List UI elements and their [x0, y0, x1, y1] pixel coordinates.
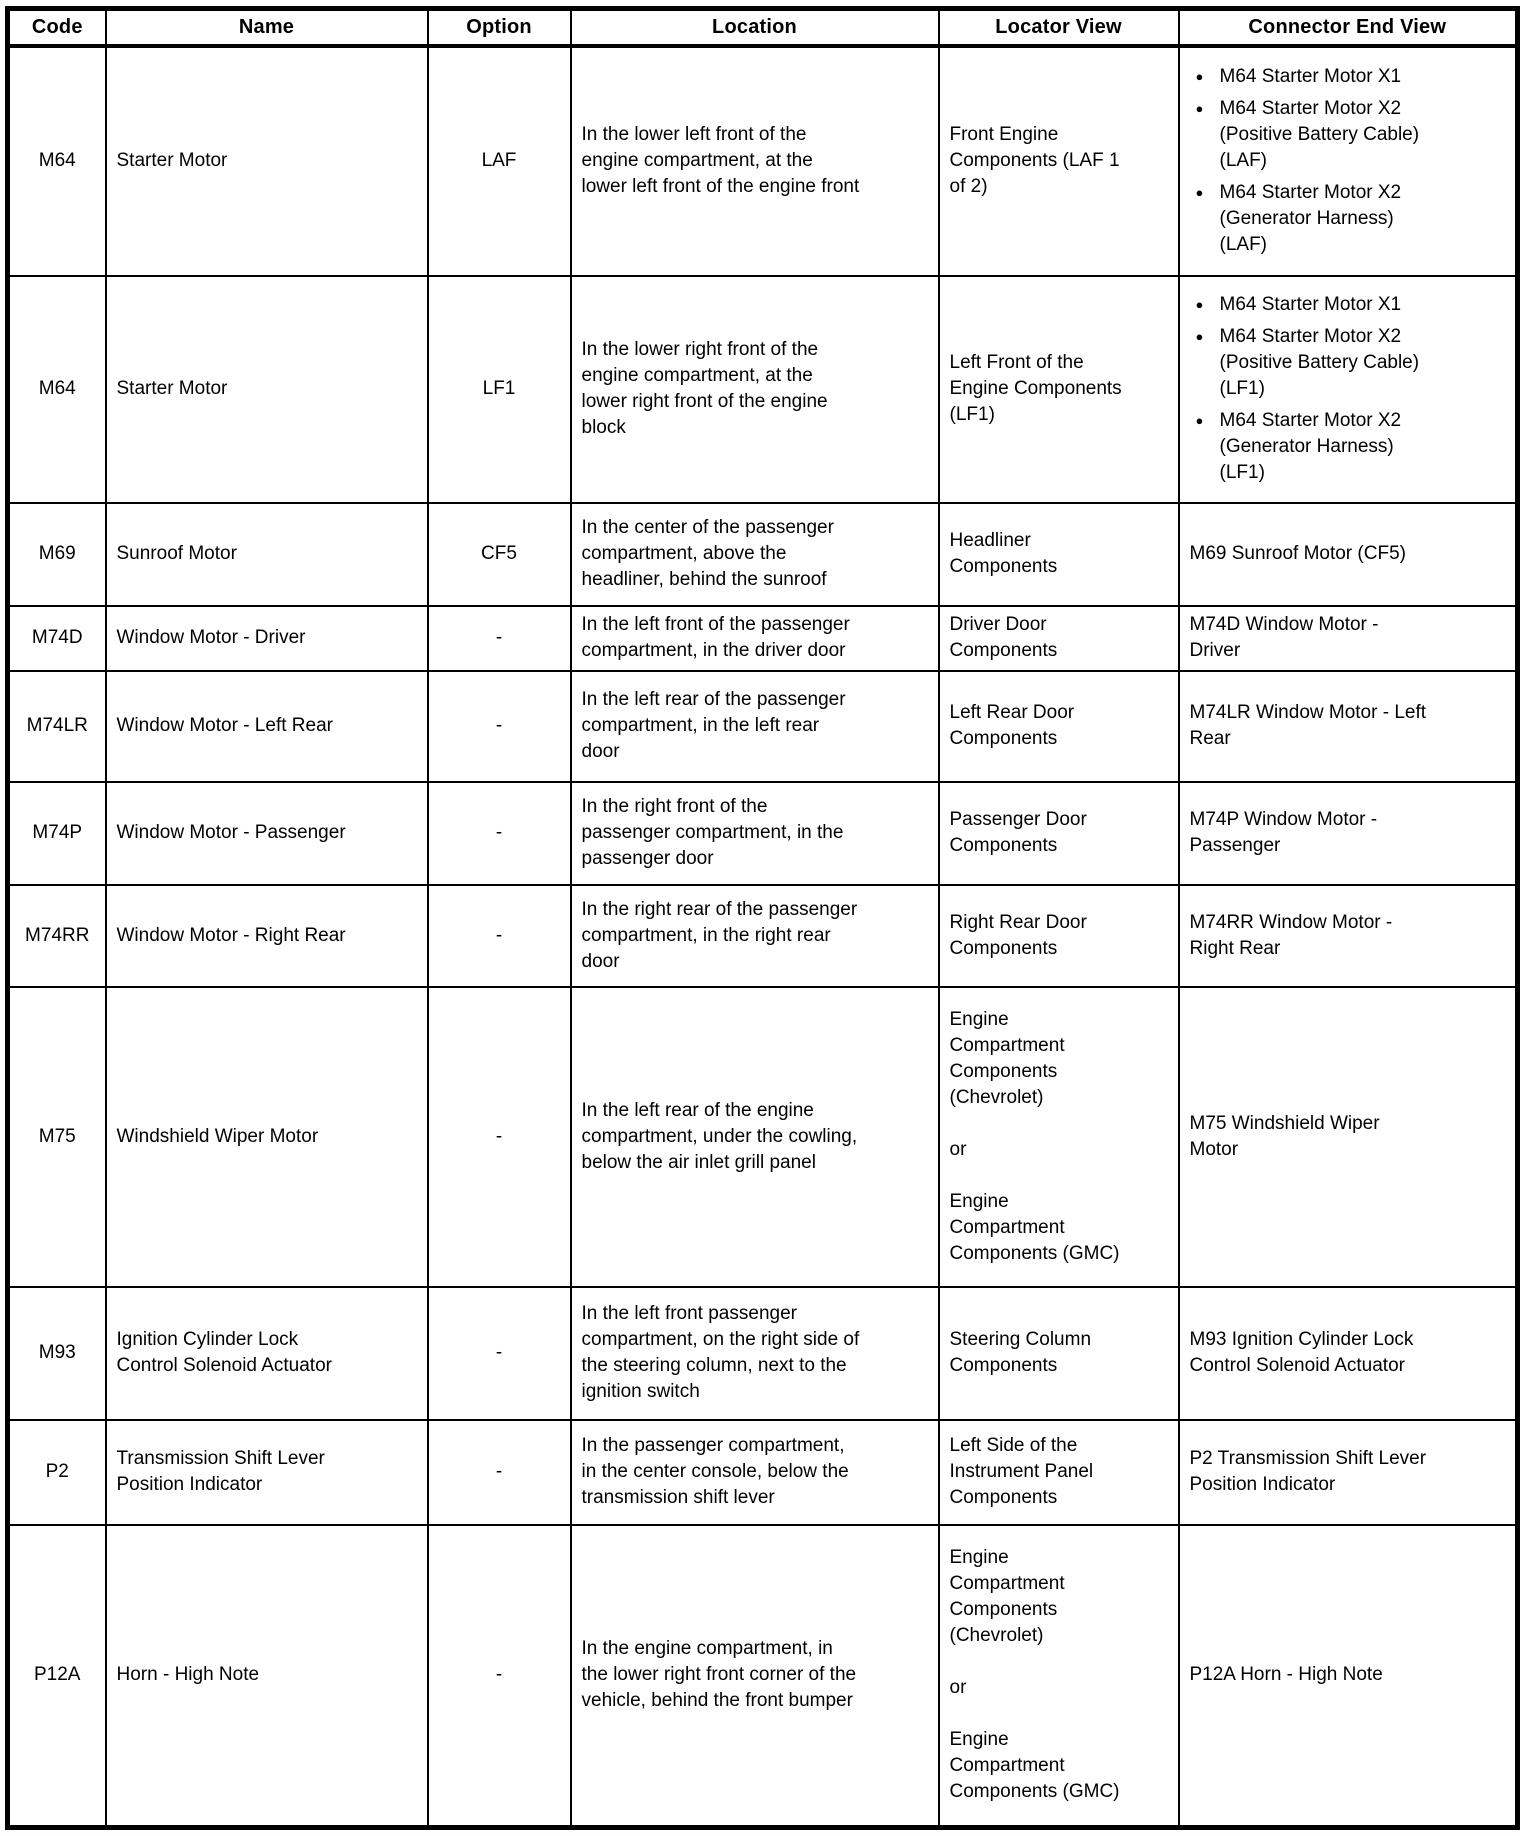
table-row: [8, 782, 1518, 885]
locator-view-paragraph: Left Front of the Engine Components (LF1): [949, 352, 1122, 425]
name-cell: Windshield Wiper Motor: [106, 987, 428, 1287]
locator-view-cell: [939, 503, 1179, 606]
table-header: [8, 9, 1518, 46]
option-cell: -: [428, 1420, 571, 1525]
locator-view-paragraph: Engine Compartment Components (GMC): [949, 1190, 1120, 1264]
locator-view-cell: [939, 1287, 1179, 1420]
table-body: [8, 46, 1518, 1828]
connector-bullet-list: [1190, 292, 1432, 486]
table-row: [8, 503, 1518, 606]
option-cell: -: [428, 782, 571, 885]
code-cell: M74LR: [8, 671, 106, 782]
locator-view-cell: [939, 1420, 1179, 1525]
locator-view-paragraph: Engine Compartment Components (Chevrolet): [949, 1547, 1065, 1647]
connector-end-view-cell: P12A Horn - High Note: [1179, 1525, 1518, 1828]
table-row: [8, 671, 1518, 782]
name-cell: Starter Motor: [106, 276, 428, 503]
connector-bullet-item: ● M64 Starter Motor X2 (Generator Harness) (LAF): [1190, 180, 1432, 258]
name-cell: Sunroof Motor: [106, 503, 428, 606]
connector-end-view-cell: [1179, 46, 1518, 276]
connector-bullet-item: ● M64 Starter Motor X2 (Positive Battery Cable) (LAF): [1190, 96, 1432, 174]
location-cell: In the center of the passenger compartment, above the headliner, behind the sunroof: [571, 503, 939, 606]
connector-end-view-cell: M93 Ignition Cylinder Lock Control Solenoid Actuator: [1179, 1287, 1518, 1420]
locator-view-paragraph: Left Side of the Instrument Panel Components: [949, 1435, 1094, 1508]
connector-end-view-cell: M74D Window Motor - Driver: [1179, 606, 1518, 671]
option-cell: LAF: [428, 46, 571, 276]
column-header-name: Name: [106, 9, 428, 46]
option-cell: -: [428, 1287, 571, 1420]
name-cell: Window Motor - Driver: [106, 606, 428, 671]
location-cell: In the passenger compartment, in the center console, below the transmission shift lever: [571, 1420, 939, 1525]
code-cell: M64: [8, 46, 106, 276]
connector-end-view-cell: M74RR Window Motor - Right Rear: [1179, 885, 1518, 987]
connector-end-view-cell: P2 Transmission Shift Lever Position Indicator: [1179, 1420, 1518, 1525]
locator-view-paragraph: Steering Column Components: [949, 1329, 1092, 1376]
table-row: [8, 606, 1518, 671]
locator-view-paragraph: Headliner Components: [949, 530, 1058, 577]
location-cell: In the left rear of the passenger compartment, in the left rear door: [571, 671, 939, 782]
locator-view-paragraph: Driver Door Components: [949, 614, 1058, 661]
connector-bullet-item: ● M64 Starter Motor X2 (Positive Battery Cable) (LF1): [1190, 324, 1432, 402]
code-cell: M74RR: [8, 885, 106, 987]
locator-view-cell: [939, 276, 1179, 503]
component-locator-table: [5, 6, 1520, 1830]
locator-view-paragraph: or: [949, 1677, 967, 1699]
locator-view-cell: [939, 46, 1179, 276]
locator-view-paragraph: Left Rear Door Components: [949, 702, 1075, 749]
location-cell: In the right rear of the passenger compartment, in the right rear door: [571, 885, 939, 987]
name-cell: Horn - High Note: [106, 1525, 428, 1828]
table-row: [8, 1287, 1518, 1420]
location-cell: In the left rear of the engine compartment, under the cowling, below the air inlet grill panel: [571, 987, 939, 1287]
table-row: [8, 46, 1518, 276]
column-header-connector-end-view: Connector End View: [1179, 9, 1518, 46]
name-cell: Starter Motor: [106, 46, 428, 276]
code-cell: M74P: [8, 782, 106, 885]
locator-view-cell: [939, 885, 1179, 987]
location-cell: In the engine compartment, in the lower right front corner of the vehicle, behind the front bumper: [571, 1525, 939, 1828]
connector-bullet-item: ● M64 Starter Motor X2 (Generator Harness) (LF1): [1190, 408, 1432, 486]
name-cell: Ignition Cylinder Lock Control Solenoid Actuator: [106, 1287, 428, 1420]
name-cell: Window Motor - Left Rear: [106, 671, 428, 782]
connector-end-view-cell: M69 Sunroof Motor (CF5): [1179, 503, 1518, 606]
name-cell: Transmission Shift Lever Position Indicator: [106, 1420, 428, 1525]
code-cell: P12A: [8, 1525, 106, 1828]
code-cell: M64: [8, 276, 106, 503]
locator-view-paragraph: Passenger Door Components: [949, 809, 1087, 856]
connector-end-view-cell: M74P Window Motor - Passenger: [1179, 782, 1518, 885]
location-cell: In the right front of the passenger compartment, in the passenger door: [571, 782, 939, 885]
connector-end-view-cell: M75 Windshield Wiper Motor: [1179, 987, 1518, 1287]
table-row: [8, 1525, 1518, 1828]
connector-bullet-item: ● M64 Starter Motor X1: [1190, 64, 1432, 90]
column-header-locator-view: Locator View: [939, 9, 1179, 46]
column-header-code: Code: [8, 9, 106, 46]
locator-view-paragraph: or: [949, 1138, 967, 1160]
option-cell: -: [428, 671, 571, 782]
table-row: [8, 1420, 1518, 1525]
locator-view-cell: [939, 606, 1179, 671]
locator-view-paragraph: Right Rear Door Components: [949, 911, 1087, 959]
location-cell: In the lower right front of the engine compartment, at the lower right front of the engine block: [571, 276, 939, 503]
code-cell: M75: [8, 987, 106, 1287]
option-cell: -: [428, 1525, 571, 1828]
code-cell: P2: [8, 1420, 106, 1525]
option-cell: CF5: [428, 503, 571, 606]
code-cell: M93: [8, 1287, 106, 1420]
locator-view-cell: [939, 987, 1179, 1287]
locator-view-cell: [939, 671, 1179, 782]
locator-view-paragraph: Engine Compartment Components (Chevrolet): [949, 1008, 1065, 1108]
location-cell: In the lower left front of the engine compartment, at the lower left front of the engine front: [571, 46, 939, 276]
connector-bullet-item: ● M64 Starter Motor X1: [1190, 292, 1432, 318]
location-cell: In the left front passenger compartment, on the right side of the steering column, next to the ignition switch: [571, 1287, 939, 1420]
header-row: [8, 9, 1518, 46]
connector-end-view-cell: [1179, 276, 1518, 503]
option-cell: LF1: [428, 276, 571, 503]
table-row: [8, 885, 1518, 987]
column-header-location: Location: [571, 9, 939, 46]
option-cell: -: [428, 987, 571, 1287]
locator-view-cell: [939, 782, 1179, 885]
table-row: [8, 987, 1518, 1287]
connector-end-view-cell: M74LR Window Motor - Left Rear: [1179, 671, 1518, 782]
column-header-option: Option: [428, 9, 571, 46]
locator-view-cell: [939, 1525, 1179, 1828]
connector-bullet-list: [1190, 64, 1432, 258]
location-cell: In the left front of the passenger compartment, in the driver door: [571, 606, 939, 671]
name-cell: Window Motor - Passenger: [106, 782, 428, 885]
table-row: [8, 276, 1518, 503]
name-cell: Window Motor - Right Rear: [106, 885, 428, 987]
locator-view-paragraph: Engine Compartment Components (GMC): [949, 1729, 1120, 1803]
code-cell: M69: [8, 503, 106, 606]
option-cell: -: [428, 606, 571, 671]
code-cell: M74D: [8, 606, 106, 671]
locator-view-paragraph: Front Engine Components (LAF 1 of 2): [949, 124, 1120, 197]
option-cell: -: [428, 885, 571, 987]
